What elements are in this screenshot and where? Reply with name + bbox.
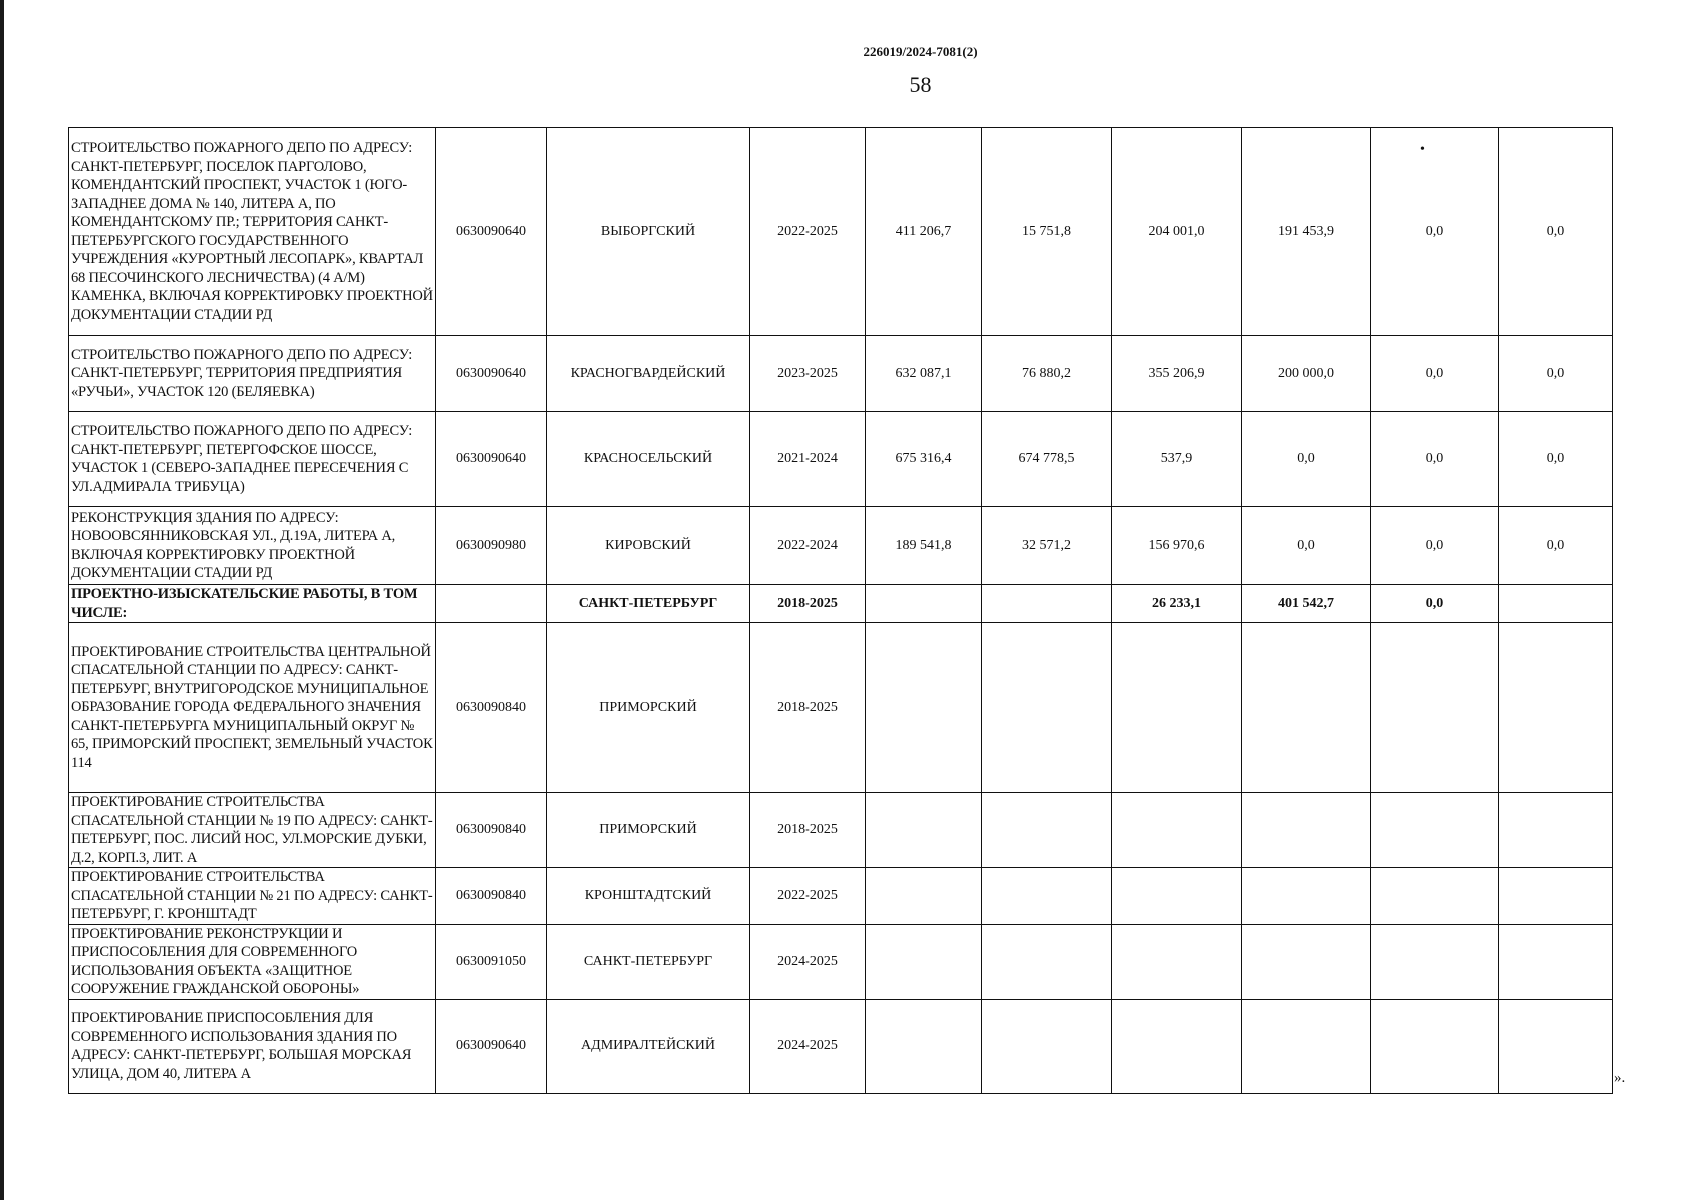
period-cell: 2018-2025 [750,623,866,793]
budget-code-cell: 0630091050 [436,924,547,999]
value-5-cell [1371,868,1499,925]
value-3-cell [1112,623,1242,793]
period-cell: 2024-2025 [750,999,866,1093]
value-1-cell [866,868,982,925]
closing-quote-mark: ». [1614,1070,1626,1086]
value-5-cell: 0,0 [1371,128,1499,336]
value-6-cell [1499,585,1613,623]
value-3-cell [1112,999,1242,1093]
value-2-cell: 76 880,2 [982,336,1112,412]
value-1-cell [866,585,982,623]
value-3-cell [1112,924,1242,999]
value-4-cell: 191 453,9 [1242,128,1371,336]
table-row [69,868,1613,925]
budget-code-cell: 0630090840 [436,868,547,925]
value-5-cell [1371,999,1499,1093]
value-1-cell: 675 316,4 [866,412,982,507]
value-2-cell: 674 778,5 [982,412,1112,507]
value-4-cell [1242,924,1371,999]
district-cell: КРАСНОСЕЛЬСКИЙ [547,412,750,507]
value-4-cell [1242,793,1371,868]
table-row [69,585,1613,623]
district-cell: КРОНШТАДТСКИЙ [547,868,750,925]
object-name-cell: ПРОЕКТИРОВАНИЕ СТРОИТЕЛЬСТВА ЦЕНТРАЛЬНОЙ СПАСАТЕЛЬНОЙ СТАНЦИИ ПО АДРЕСУ: САНКТ-ПЕТЕРБУРГ, ВНУТРИГОРОДСКОЕ МУНИЦИПАЛЬНОЕ ОБРАЗОВАНИЕ ГОРОДА ФЕДЕРАЛЬНОГО ЗНАЧЕНИЯ САНКТ-ПЕТЕРБУРГА МУНИЦИПАЛЬНЫЙ ОКРУГ № 65, ПРИМОРСКИЙ ПРОСПЕКТ, ЗЕМЕЛЬНЫЙ УЧАСТОК 114 [69,623,436,793]
value-6-cell [1499,623,1613,793]
table-row [69,924,1613,999]
value-2-cell [982,924,1112,999]
period-cell: 2022-2025 [750,868,866,925]
value-2-cell: 15 751,8 [982,128,1112,336]
value-3-cell: 156 970,6 [1112,507,1242,585]
value-1-cell [866,999,982,1093]
value-6-cell: 0,0 [1499,336,1613,412]
table-row [69,793,1613,868]
period-cell: 2022-2025 [750,128,866,336]
table-row [69,128,1613,336]
value-2-cell [982,999,1112,1093]
object-name-cell: ПРОЕКТНО-ИЗЫСКАТЕЛЬСКИЕ РАБОТЫ, В ТОМ ЧИСЛЕ: [69,585,436,623]
period-cell: 2024-2025 [750,924,866,999]
budget-code-cell: 0630090640 [436,999,547,1093]
table-row [69,412,1613,507]
value-3-cell: 26 233,1 [1112,585,1242,623]
period-cell: 2023-2025 [750,336,866,412]
district-cell: САНКТ-ПЕТЕРБУРГ [547,585,750,623]
value-1-cell: 411 206,7 [866,128,982,336]
value-6-cell [1499,924,1613,999]
period-cell: 2022-2024 [750,507,866,585]
value-4-cell [1242,999,1371,1093]
value-6-cell: 0,0 [1499,507,1613,585]
value-4-cell: 0,0 [1242,412,1371,507]
value-2-cell [982,868,1112,925]
object-name-cell: ПРОЕКТИРОВАНИЕ ПРИСПОСОБЛЕНИЯ ДЛЯ СОВРЕМЕННОГО ИСПОЛЬЗОВАНИЯ ЗДАНИЯ ПО АДРЕСУ: САНКТ-ПЕТЕРБУРГ, БОЛЬШАЯ МОРСКАЯ УЛИЦА, ДОМ 40, ЛИТЕРА А [69,999,436,1093]
district-cell: ПРИМОРСКИЙ [547,623,750,793]
value-3-cell [1112,868,1242,925]
value-6-cell: 0,0 [1499,128,1613,336]
budget-code-cell: 0630090640 [436,412,547,507]
value-2-cell [982,623,1112,793]
value-5-cell [1371,924,1499,999]
value-4-cell: 200 000,0 [1242,336,1371,412]
table-row [69,336,1613,412]
period-cell: 2018-2025 [750,585,866,623]
object-name-cell: СТРОИТЕЛЬСТВО ПОЖАРНОГО ДЕПО ПО АДРЕСУ: САНКТ-ПЕТЕРБУРГ, ТЕРРИТОРИЯ ПРЕДПРИЯТИЯ «РУЧЬИ», УЧАСТОК 120 (БЕЛЯЕВКА) [69,336,436,412]
stray-mark: • [1420,142,1425,157]
budget-code-cell: 0630090640 [436,128,547,336]
value-5-cell: 0,0 [1371,412,1499,507]
value-5-cell: 0,0 [1371,585,1499,623]
value-6-cell [1499,868,1613,925]
value-1-cell: 632 087,1 [866,336,982,412]
object-name-cell: ПРОЕКТИРОВАНИЕ РЕКОНСТРУКЦИИ И ПРИСПОСОБЛЕНИЯ ДЛЯ СОВРЕМЕННОГО ИСПОЛЬЗОВАНИЯ ОБЪЕКТА «ЗАЩИТНОЕ СООРУЖЕНИЕ ГРАЖДАНСКОЙ ОБОРОНЫ» [69,924,436,999]
value-6-cell [1499,999,1613,1093]
object-name-cell: СТРОИТЕЛЬСТВО ПОЖАРНОГО ДЕПО ПО АДРЕСУ: САНКТ-ПЕТЕРБУРГ, ПОСЕЛОК ПАРГОЛОВО, КОМЕНДАНТСКИЙ ПРОСПЕКТ, УЧАСТОК 1 (ЮГО-ЗАПАДНЕЕ ДОМА № 140, ЛИТЕРА А, ПО КОМЕНДАНТСКОМУ ПР.; ТЕРРИТОРИЯ САНКТ-ПЕТЕРБУРГСКОГО ГОСУДАРСТВЕННОГО УЧРЕЖДЕНИЯ «КУРОРТНЫЙ ЛЕСОПАРК», КВАРТАЛ 68 ПЕСОЧИНСКОГО ЛЕСНИЧЕСТВА) (4 А/М) КАМЕНКА, ВКЛЮЧАЯ КОРРЕКТИРОВКУ ПРОЕКТНОЙ ДОКУМЕНТАЦИИ СТАДИИ РД [69,128,436,336]
value-4-cell: 401 542,7 [1242,585,1371,623]
value-4-cell [1242,868,1371,925]
table-row [69,507,1613,585]
period-cell: 2018-2025 [750,793,866,868]
value-6-cell: 0,0 [1499,412,1613,507]
object-name-cell: ПРОЕКТИРОВАНИЕ СТРОИТЕЛЬСТВА СПАСАТЕЛЬНОЙ СТАНЦИИ № 19 ПО АДРЕСУ: САНКТ-ПЕТЕРБУРГ, ПОС. ЛИСИЙ НОС, УЛ.МОРСКИЕ ДУБКИ, Д.2, КОРП.3, ЛИТ. А [69,793,436,868]
district-cell: ВЫБОРГСКИЙ [547,128,750,336]
object-name-cell: СТРОИТЕЛЬСТВО ПОЖАРНОГО ДЕПО ПО АДРЕСУ: САНКТ-ПЕТЕРБУРГ, ПЕТЕРГОФСКОЕ ШОССЕ, УЧАСТОК 1 (СЕВЕРО-ЗАПАДНЕЕ ПЕРЕСЕЧЕНИЯ С УЛ.АДМИРАЛА ТРИБУЦА) [69,412,436,507]
table-body [69,128,1613,1094]
district-cell: КИРОВСКИЙ [547,507,750,585]
value-4-cell [1242,623,1371,793]
value-1-cell [866,793,982,868]
budget-code-cell: 0630090840 [436,793,547,868]
table-row [69,999,1613,1093]
value-5-cell [1371,623,1499,793]
budget-code-cell [436,585,547,623]
value-1-cell: 189 541,8 [866,507,982,585]
value-6-cell [1499,793,1613,868]
value-5-cell: 0,0 [1371,336,1499,412]
value-3-cell [1112,793,1242,868]
value-5-cell [1371,793,1499,868]
value-2-cell [982,585,1112,623]
scan-left-edge [0,0,4,1200]
district-cell: КРАСНОГВАРДЕЙСКИЙ [547,336,750,412]
district-cell: АДМИРАЛТЕЙСКИЙ [547,999,750,1093]
object-name-cell: РЕКОНСТРУКЦИЯ ЗДАНИЯ ПО АДРЕСУ: НОВООВСЯННИКОВСКАЯ УЛ., Д.19А, ЛИТЕРА А, ВКЛЮЧАЯ КОРРЕКТИРОВКУ ПРОЕКТНОЙ ДОКУМЕНТАЦИИ СТАДИИ РД [69,507,436,585]
value-5-cell: 0,0 [1371,507,1499,585]
district-cell: ПРИМОРСКИЙ [547,793,750,868]
district-cell: САНКТ-ПЕТЕРБУРГ [547,924,750,999]
value-3-cell: 537,9 [1112,412,1242,507]
budget-table [68,127,1613,1094]
value-4-cell: 0,0 [1242,507,1371,585]
object-name-cell: ПРОЕКТИРОВАНИЕ СТРОИТЕЛЬСТВА СПАСАТЕЛЬНОЙ СТАНЦИИ № 21 ПО АДРЕСУ: САНКТ-ПЕТЕРБУРГ, Г. КРОНШТАДТ [69,868,436,925]
table-row [69,623,1613,793]
value-1-cell [866,924,982,999]
value-3-cell: 204 001,0 [1112,128,1242,336]
period-cell: 2021-2024 [750,412,866,507]
value-2-cell [982,793,1112,868]
budget-code-cell: 0630090980 [436,507,547,585]
value-1-cell [866,623,982,793]
page-number: 58 [909,72,932,97]
budget-code-cell: 0630090840 [436,623,547,793]
document-number: 226019/2024-7081(2) [863,44,978,59]
value-2-cell: 32 571,2 [982,507,1112,585]
budget-code-cell: 0630090640 [436,336,547,412]
value-3-cell: 355 206,9 [1112,336,1242,412]
